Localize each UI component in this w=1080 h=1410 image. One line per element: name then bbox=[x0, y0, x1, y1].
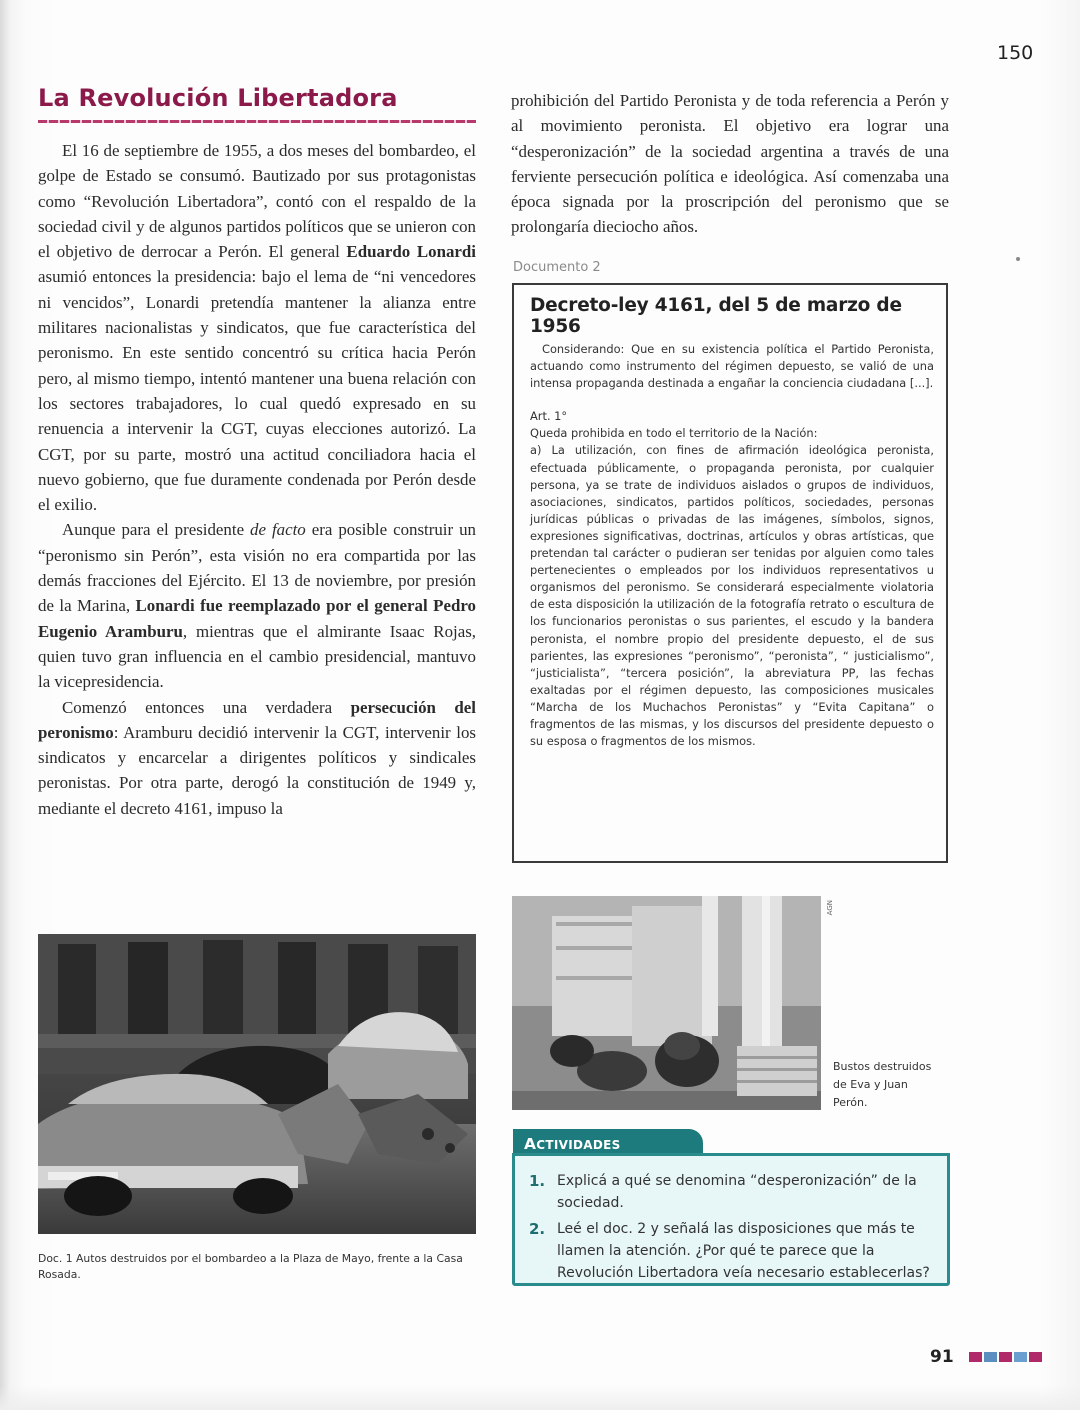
activity-number: 2. bbox=[529, 1220, 546, 1238]
activity-text: Leé el doc. 2 y señalá las disposiciones que más te llamen la atención. ¿Por qué te parece que la Revolución Libertadora veía necesario establecerlas? bbox=[557, 1221, 930, 1281]
body-paragraph bbox=[38, 138, 476, 517]
footer-bar bbox=[1029, 1352, 1042, 1362]
document-label: Documento 2 bbox=[513, 260, 601, 275]
right-column-text bbox=[511, 88, 949, 240]
emphasis-bold: Lonardi fue reemplazado por el general Pedro Eugenio Aramburu bbox=[38, 596, 476, 641]
document-body bbox=[530, 341, 934, 750]
continuation-paragraph: prohibición del Partido Peronista y de toda referencia a Perón y al movimiento peronista. El objetivo era lograr una “desperonización” de la sociedad argentina a través de una ferviente persecución política e ideológica. Así comenzaba una época signada por la proscripción del peronismo que se prolongaría dieciocho años. bbox=[511, 91, 949, 237]
title-underline bbox=[38, 120, 476, 123]
activities-list bbox=[529, 1170, 937, 1288]
text-run: era posible construir un “peronismo sin Perón”, esta visión no era compartida por las demás fracciones del Ejército. El 13 de noviembre, por presión de la Marina, bbox=[38, 520, 476, 616]
footer-bar bbox=[999, 1352, 1012, 1362]
document-box bbox=[512, 283, 948, 863]
document-intro: Considerando: Que en su existencia política el Partido Peronista, actuando como instrumento del régimen depuesto, se valió de una intensa propaganda destinada a engañar la conciencia ciudadana [...]. bbox=[530, 342, 934, 391]
photo-destroyed-busts bbox=[512, 896, 821, 1110]
text-run: , mientras que el almirante Isaac Rojas, quien tuvo gran influencia en el cambio presidencial, mantuvo la vicepresidencia. bbox=[38, 621, 476, 692]
page-number-top: 150 bbox=[997, 42, 1034, 64]
photo-destroyed-cars bbox=[38, 934, 476, 1234]
page-number-bottom: 91 bbox=[930, 1347, 954, 1367]
footer-bar bbox=[984, 1352, 997, 1362]
activity-text: Explicá a qué se denomina “desperonización” de la sociedad. bbox=[557, 1173, 917, 1211]
text-run: asumió entonces la presidencia: bajo el lema de “ni vencedores ni vencidos”, Lonardi pretendía mantener la alianza entre militares nacionalistas y sindicatos, que fue característica del peronismo. En este sentido concentró su crítica hacia Perón pero, al mismo tiempo, intentó mantener una buena relación con los sectores trabajadores, lo cual quedó expresado en su renuencia a intervenir la CGT, cuyas elecciones autorizó. La CGT, por su parte, mostró una actitud conciliadora hacia el nuevo gobierno, que fue duramente condenada por Perón desde el exilio. bbox=[38, 267, 476, 515]
activities-title-initial: A bbox=[524, 1135, 537, 1153]
text-run: : Aramburu decidió intervenir la CGT, intervenir los sindicatos y encarcelar a dirigentes políticos y sindicales peronistas. Por otra parte, derogó la constitución de 1949 y, mediante el decreto 4161, impuso la bbox=[38, 722, 476, 818]
activity-number: 1. bbox=[529, 1172, 546, 1190]
text-run: El 16 de septiembre de 1955, a dos meses del bombardeo, el golpe de Estado se consumó. Bautizado por sus protagonistas como “Revolución Libertadora”, contó con el respaldo de la sociedad civil y de algunos partidos políticos que se unieron con el objetivo de derrocar a Perón. El general bbox=[38, 141, 476, 262]
stray-mark bbox=[1016, 257, 1020, 261]
left-column-text bbox=[38, 138, 476, 821]
activity-item bbox=[529, 1170, 937, 1214]
emphasis-bold: Eduardo Lonardi bbox=[346, 242, 476, 262]
activities-title-rest: CTIVIDADES bbox=[536, 1138, 621, 1152]
footer-bar bbox=[1014, 1352, 1027, 1362]
doc1-caption: Doc. 1 Autos destruidos por el bombardeo a la Plaza de Mayo, frente a la Casa Rosada. bbox=[38, 1252, 463, 1281]
document-item-a: a) La utilización, con fines de afirmación ideológica peronista, efectuada públicamente, o propaganda peronista, por cualquier persona, ya se trate de individuos aislados o grupos de individuos, asociaciones, sindicatos, partidos políticos, sociedades, personas jurídicas públicas o privadas de las imágenes, símbolos, signos, expresiones significativas, doctrinas, artículos y obras artísticas, que pretendan tal carácter o pudieran ser tenidas por alguien como tales pertenecientes o empleados por los individuos representativos u organismos del peronismo. Se considerará especialmente violatoria de esta disposición la utilización de la fotografía retrato o escultura de los funcionarios peronistas o sus parientes, el escudo y la bandera peronista, el nombre propio del presidente depuesto, el de sus parientes, las expresiones “peronismo”, “peronista”, “ justicialismo”, “justicialista”, “tercera posición”, la abreviatura PP, las fechas exaltadas por el régimen depuesto, las composiciones musicales “Marcha de los Muchachos Peronistas” y “Evita Capitana” o fragmentos de las mismas, y los discursos del presidente depuesto o su esposa o fragmentos de los mismos. bbox=[530, 443, 934, 749]
footer-bar bbox=[969, 1352, 982, 1362]
text-run: Comenzó entonces una verdadera bbox=[62, 697, 351, 717]
body-paragraph bbox=[38, 517, 476, 694]
section-title: La Revolución Libertadora bbox=[38, 84, 398, 112]
document-title: Decreto-ley 4161, del 5 de marzo de 1956 bbox=[530, 295, 902, 337]
photo-credit: AGN bbox=[826, 900, 834, 916]
busts-caption: Bustos destruidos de Eva y Juan Perón. bbox=[833, 1060, 932, 1109]
document-article: Art. 1° bbox=[530, 409, 568, 424]
body-paragraph bbox=[38, 695, 476, 821]
activity-item bbox=[529, 1218, 937, 1284]
emphasis-bold: persecución del peronismo bbox=[38, 697, 476, 742]
activities-box bbox=[512, 1153, 950, 1286]
footer-color-bars bbox=[967, 1350, 1047, 1364]
text-run: Aunque para el presidente bbox=[62, 520, 251, 540]
document-lead: Queda prohibida en todo el territorio de la Nación: bbox=[530, 426, 818, 441]
emphasis-italic: de facto bbox=[250, 520, 306, 540]
